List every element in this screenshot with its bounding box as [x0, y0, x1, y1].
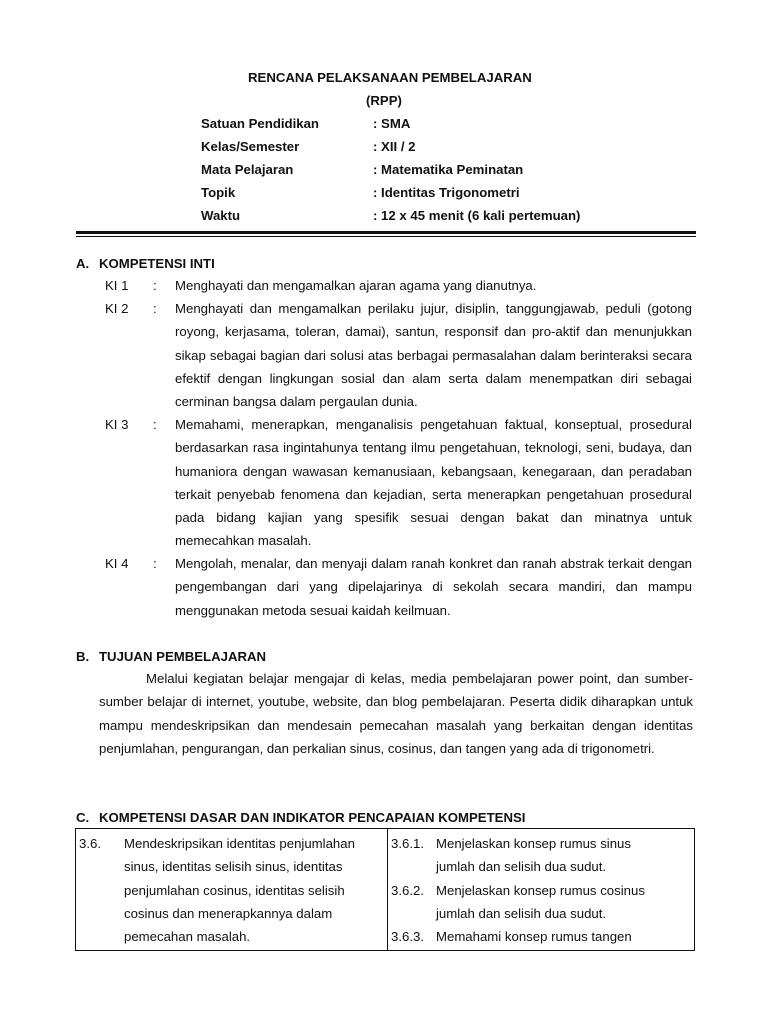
document-subtitle: (RPP) [366, 93, 402, 108]
field-label: Kelas/Semester [201, 139, 300, 154]
indicator-line: Memahami konsep rumus tangen [436, 929, 632, 945]
ki-text: Mengolah, menalar, dan menyaji dalam ranah konkret dan ranah abstrak terkait dengan pengembangan dari yang dipelajarinya di sekolah secara mandiri, dan mampu menggunakan metoda sesuai kaidah keilmuan. [175, 556, 692, 618]
indicator-item [391, 832, 692, 855]
field-value: : XII / 2 [373, 139, 416, 154]
kd-line: cosinus dan menerapkannya dalam [124, 905, 333, 921]
field-label: Satuan Pendidikan [201, 116, 319, 131]
field-value: : Matematika Peminatan [373, 162, 524, 177]
ki-code: KI 1 [105, 278, 129, 293]
indicator-cell [388, 829, 695, 951]
indicator-line: Menjelaskan konsep rumus sinus [436, 836, 631, 851]
ki-code: KI 3 [105, 417, 129, 432]
kd-indicator-table [75, 828, 695, 951]
field-label: Topik [201, 185, 236, 200]
ki-text: Memahami, menerapkan, menganalisis pengetahuan faktual, konseptual, prosedural berdasarkan rasa ingintahunya tentang ilmu pengetahuan, teknologi, seni, budaya, dan humaniora dengan wawasan kemanusiaan, kebangsaan, kenegaraan, dan peradaban terkait penyebab fenomena dan kejadian, serta menerapkan pengetahuan prosedural pada bidang kajian yang spesifik sesuai dengan bakat dan minatnya untuk memecahkan masalah. [175, 417, 692, 549]
section-a-letter: A. [76, 256, 90, 271]
kd-line: penjumlahan cosinus, identitas selisih [124, 882, 345, 898]
field-label: Mata Pelajaran [201, 162, 294, 177]
ki-colon: : [153, 278, 157, 293]
indicator-number: 3.6.3. [391, 929, 424, 945]
section-b-letter: B. [76, 649, 90, 664]
section-b-paragraph: Melalui kegiatan belajar mengajar di kelas, media pembelajaran power point, dan sumber-sumber belajar di internet, youtube, website, dan blog pembelajaran. Peserta didik diharapkan untuk mampu mendeskripsikan dan mendesain pemecahan masalah yang berkaitan dengan identitas penjumlahan, pengurangan, dan perkalian sinus, cosinus, dan tangen yang ada di trigonometri. [99, 671, 693, 757]
indicator-number: 3.6.1. [391, 836, 424, 851]
kd-number: 3.6. [79, 836, 101, 851]
header-divider-thin [76, 236, 696, 237]
indicator-line: jumlah dan selisih dua sudut. [436, 859, 607, 875]
kd-cell [76, 829, 388, 951]
ki-colon: : [153, 301, 157, 316]
section-c-letter: C. [76, 810, 90, 825]
section-c-title: KOMPETENSI DASAR DAN INDIKATOR PENCAPAIAN KOMPETENSI [99, 810, 526, 825]
ki-text: Menghayati dan mengamalkan ajaran agama yang dianutnya. [175, 278, 537, 293]
table-row [76, 829, 695, 951]
kd-line: pemecahan masalah. [124, 929, 251, 945]
field-value: : SMA [373, 116, 411, 131]
indicator-item [391, 925, 692, 948]
header-divider-thick [76, 231, 696, 234]
document-title: RENCANA PELAKSANAAN PEMBELAJARAN [248, 70, 532, 85]
field-value: : 12 x 45 menit (6 kali pertemuan) [373, 208, 581, 223]
indicator-line: jumlah dan selisih dua sudut. [436, 905, 607, 921]
kd-line: sinus, identitas selisih sinus, identitas [124, 859, 343, 875]
kd-line: Mendeskripsikan identitas penjumlahan [124, 836, 355, 851]
ki-colon: : [153, 556, 157, 571]
ki-colon: : [153, 417, 157, 432]
ki-code: KI 4 [105, 556, 129, 571]
field-value: : Identitas Trigonometri [373, 185, 520, 200]
field-label: Waktu [201, 208, 241, 223]
section-b-title: TUJUAN PEMBELAJARAN [99, 649, 267, 664]
kd-first-line [79, 832, 385, 855]
ki-text: Menghayati dan mengamalkan perilaku jujur, disiplin, tanggungjawab, peduli (gotong royong, kerjasama, toleran, damai), santun, responsif dan pro-aktif dan menunjukkan sikap sebagai bagian dari solusi atas berbagai permasalahan dalam berinteraksi secara efektif dengan lingkungan sosial dan alam serta dalam menempatkan diri sebagai cerminan bangsa dalam pergaulan dunia. [175, 301, 692, 410]
ki-code: KI 2 [105, 301, 129, 316]
indicator-line: Menjelaskan konsep rumus cosinus [436, 882, 645, 898]
indicator-number: 3.6.2. [391, 882, 424, 898]
indicator-item [391, 879, 692, 902]
section-a-title: KOMPETENSI INTI [99, 256, 215, 271]
